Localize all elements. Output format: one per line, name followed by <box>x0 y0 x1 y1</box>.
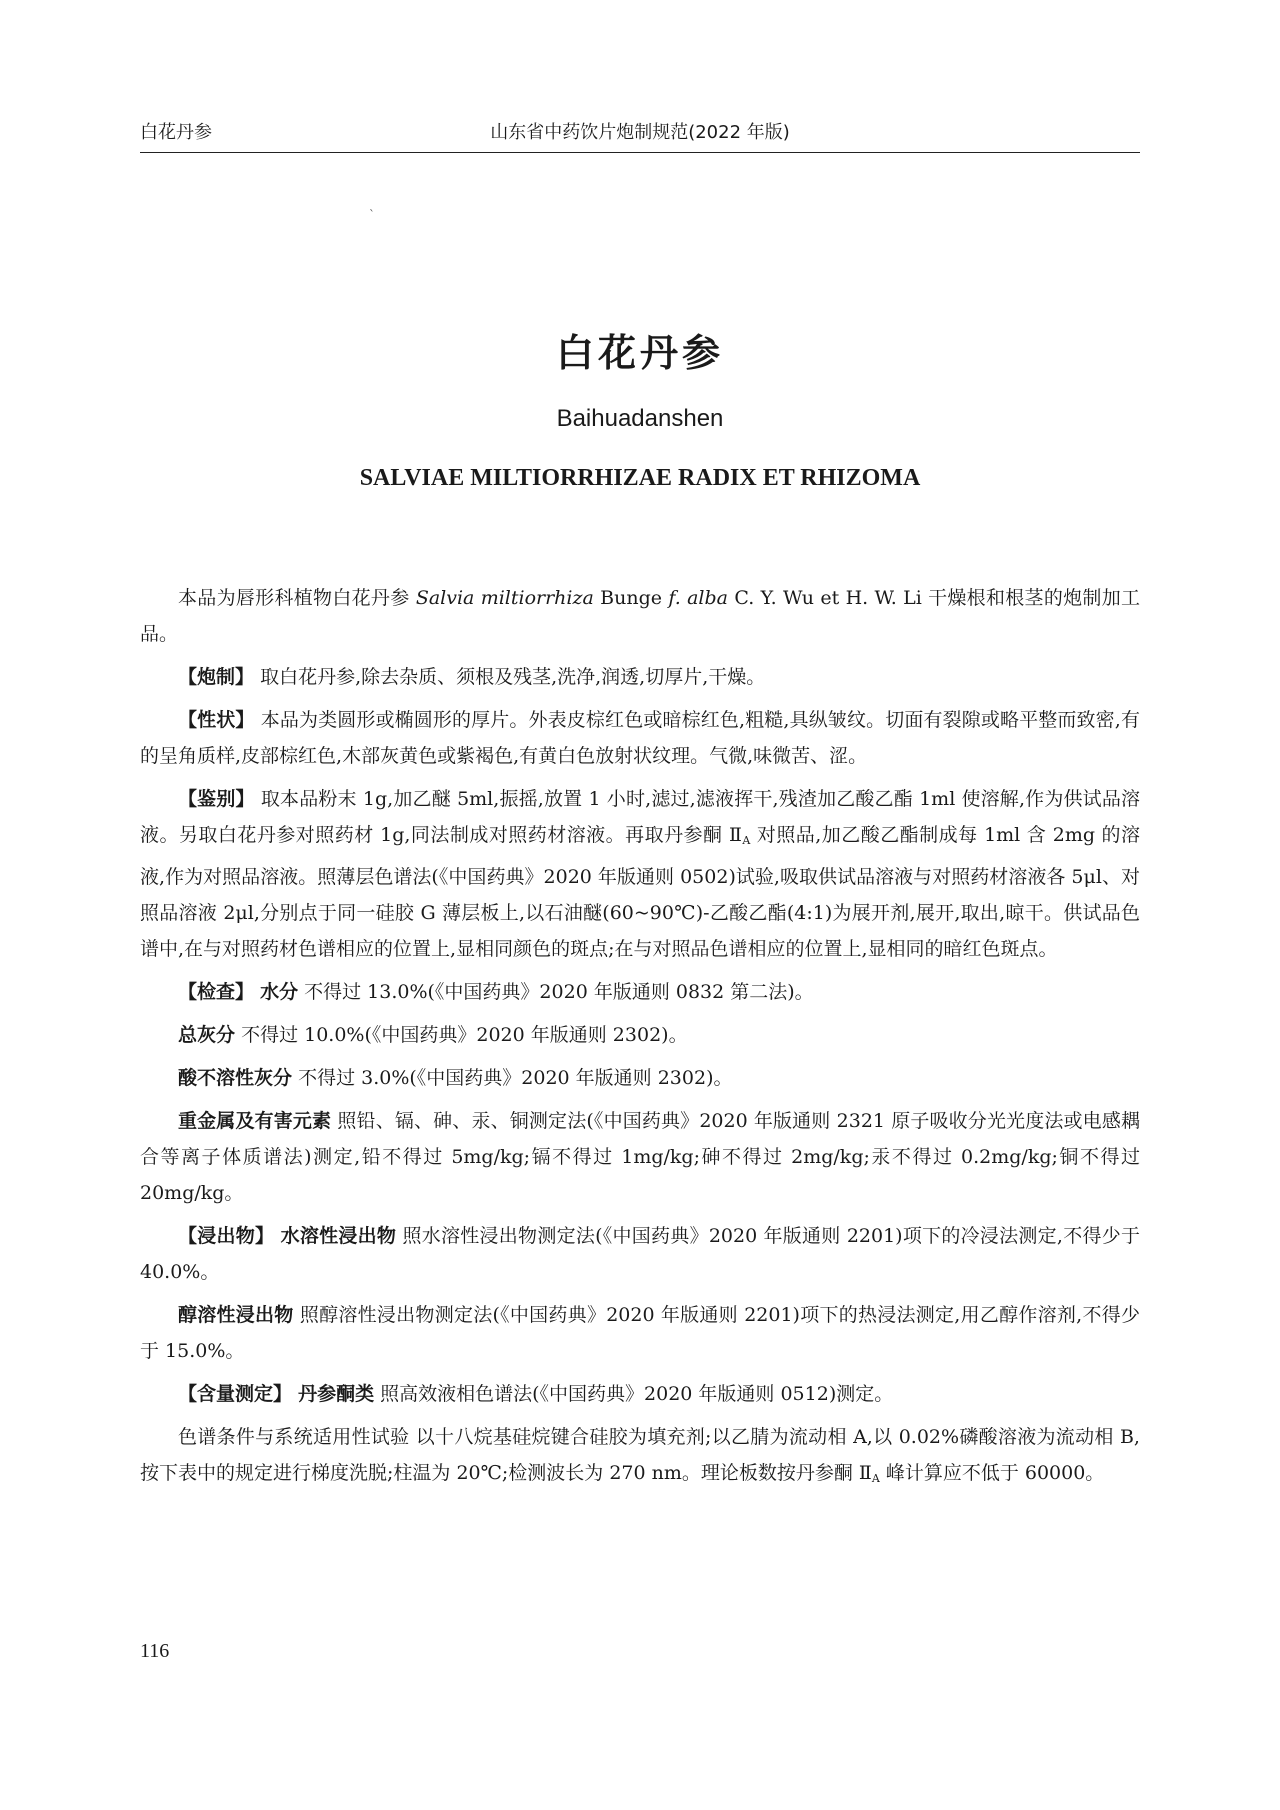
inspection-metal-label: 重金属及有害元素 <box>178 1110 332 1132</box>
assay-paragraph <box>140 1376 1140 1412</box>
character-paragraph <box>140 702 1140 774</box>
assay-conditions-text-2: 峰计算应不低于 60000。 <box>879 1462 1105 1484</box>
intro-paragraph <box>140 580 1140 652</box>
character-text: 本品为类圆形或椭圆形的厚片。外表皮棕红色或暗棕红色,粗糙,具纵皱纹。切面有裂隙或略平整而致密,有的呈角质样,皮部棕红色,木部灰黄色或紫褐色,有黄白色放射状纹理。气微,味微苦、涩。 <box>140 709 1140 767</box>
inspection-metal-text: 照铅、镉、砷、汞、铜测定法(《中国药典》2020 年版通则 2321 原子吸收分光光度法或电感耦合等离子体质谱法)测定,铅不得过 5mg/kg;镉不得过 1mg/kg;砷不得过 2mg/kg;汞不得过 0.2mg/kg;铜不得过 20mg/kg。 <box>140 1110 1140 1204</box>
intro-alba: alba <box>687 587 729 609</box>
identification-text-1: 取本品粉末 1g,加乙醚 5ml,振摇,放置 1 小时,滤过,滤液挥干,残渣加乙酸乙酯 1ml 使溶解,作为供试品溶液。另取白花丹参对照药材 1g,同法制成对照药材溶液。再取丹参酮 Ⅱ <box>140 788 1140 846</box>
monograph-title: 白花丹参 <box>555 331 724 375</box>
processing-paragraph <box>140 659 1140 695</box>
assay-conditions-label: 色谱条件与系统适用性试验 <box>178 1426 410 1448</box>
header-section-title: 白花丹参 <box>140 122 212 143</box>
extract-water-label: 水溶性浸出物 <box>280 1225 397 1247</box>
monograph-latin-name: SALVIAE MILTIORRHIZAE RADIX ET RHIZOMA <box>359 465 921 491</box>
intro-mid1: Bunge <box>593 587 669 609</box>
assay-conditions-paragraph <box>140 1419 1140 1497</box>
assay-conditions-text-1: 以十八烷基硅烷键合硅胶为填充剂;以乙腈为流动相 A,以 0.02%磷酸溶液为流动相 B,按下表中的规定进行梯度洗脱;柱温为 20℃;检测波长为 270 nm。理论板数按丹参酮 Ⅱ <box>140 1426 1140 1484</box>
inspection-water-label: 水分 <box>260 981 299 1003</box>
inspection-water-paragraph <box>140 974 1140 1010</box>
processing-label: 【炮制】 <box>178 666 255 688</box>
running-header <box>140 108 1140 153</box>
identification-text-2: 对照品,加乙酸乙酯制成每 1ml 含 2mg 的溶液,作为对照品溶液。照薄层色谱法(《中国药典》2020 年版通则 0502)试验,吸取供试品溶液与对照药材溶液各 5μl、对照品溶液 2μl,分别点于同一硅胶 G 薄层板上,以石油醚(60~90℃)-乙酸乙酯(4:1)为展开剂,展开,取出,晾干。供试品色谱中,在与对照药材色谱相应的位置上,显相同颜色的斑点;在与对照品色谱相应的位置上,显相同的暗红色斑点。 <box>140 824 1140 960</box>
assay-sub-label: 丹参酮类 <box>298 1383 375 1405</box>
stray-mark: ` <box>369 208 375 222</box>
inspection-water-text: 不得过 13.0%(《中国药典》2020 年版通则 0832 第二法)。 <box>304 981 814 1003</box>
processing-text: 取白花丹参,除去杂质、须根及残茎,洗净,润透,切厚片,干燥。 <box>260 666 766 688</box>
intro-pre: 本品为唇形科植物白花丹参 <box>178 587 416 609</box>
header-book-title: 山东省中药饮片炮制规范(2022 年版) <box>490 122 790 143</box>
intro-species: Salvia miltiorrhiza <box>415 587 594 609</box>
identification-paragraph <box>140 781 1140 967</box>
page-number: 116 <box>140 1640 170 1662</box>
inspection-ash-label: 总灰分 <box>178 1024 236 1046</box>
extract-water-text: 照水溶性浸出物测定法(《中国药典》2020 年版通则 2201)项下的冷浸法测定,不得少于 40.0%。 <box>140 1225 1140 1283</box>
monograph-body <box>140 580 1140 1504</box>
inspection-metal-paragraph <box>140 1103 1140 1211</box>
assay-conditions-subscript: A <box>871 1472 880 1485</box>
inspection-acid-paragraph <box>140 1060 1140 1096</box>
extract-water-paragraph <box>140 1218 1140 1290</box>
intro-forma: f. <box>668 587 681 609</box>
intro-post: C. Y. Wu et H. W. Li 干燥根和根茎的炮制加工品。 <box>140 587 1141 645</box>
inspection-label: 【检查】 <box>178 981 255 1003</box>
identification-subscript: A <box>742 834 751 847</box>
monograph-pinyin: Baihuadanshen <box>556 405 724 432</box>
inspection-ash-text: 不得过 10.0%(《中国药典》2020 年版通则 2302)。 <box>241 1024 688 1046</box>
assay-label: 【含量测定】 <box>178 1383 293 1405</box>
inspection-ash-paragraph <box>140 1017 1140 1053</box>
extract-label: 【浸出物】 <box>178 1225 275 1247</box>
assay-text: 照高效液相色谱法(《中国药典》2020 年版通则 0512)测定。 <box>380 1383 894 1405</box>
identification-label: 【鉴别】 <box>178 788 255 810</box>
character-label: 【性状】 <box>178 709 255 731</box>
extract-alcohol-paragraph <box>140 1297 1140 1369</box>
inspection-acid-text: 不得过 3.0%(《中国药典》2020 年版通则 2302)。 <box>298 1067 733 1089</box>
extract-alcohol-text: 照醇溶性浸出物测定法(《中国药典》2020 年版通则 2201)项下的热浸法测定,用乙醇作溶剂,不得少于 15.0%。 <box>140 1304 1140 1362</box>
extract-alcohol-label: 醇溶性浸出物 <box>178 1304 294 1326</box>
inspection-acid-label: 酸不溶性灰分 <box>178 1067 293 1089</box>
